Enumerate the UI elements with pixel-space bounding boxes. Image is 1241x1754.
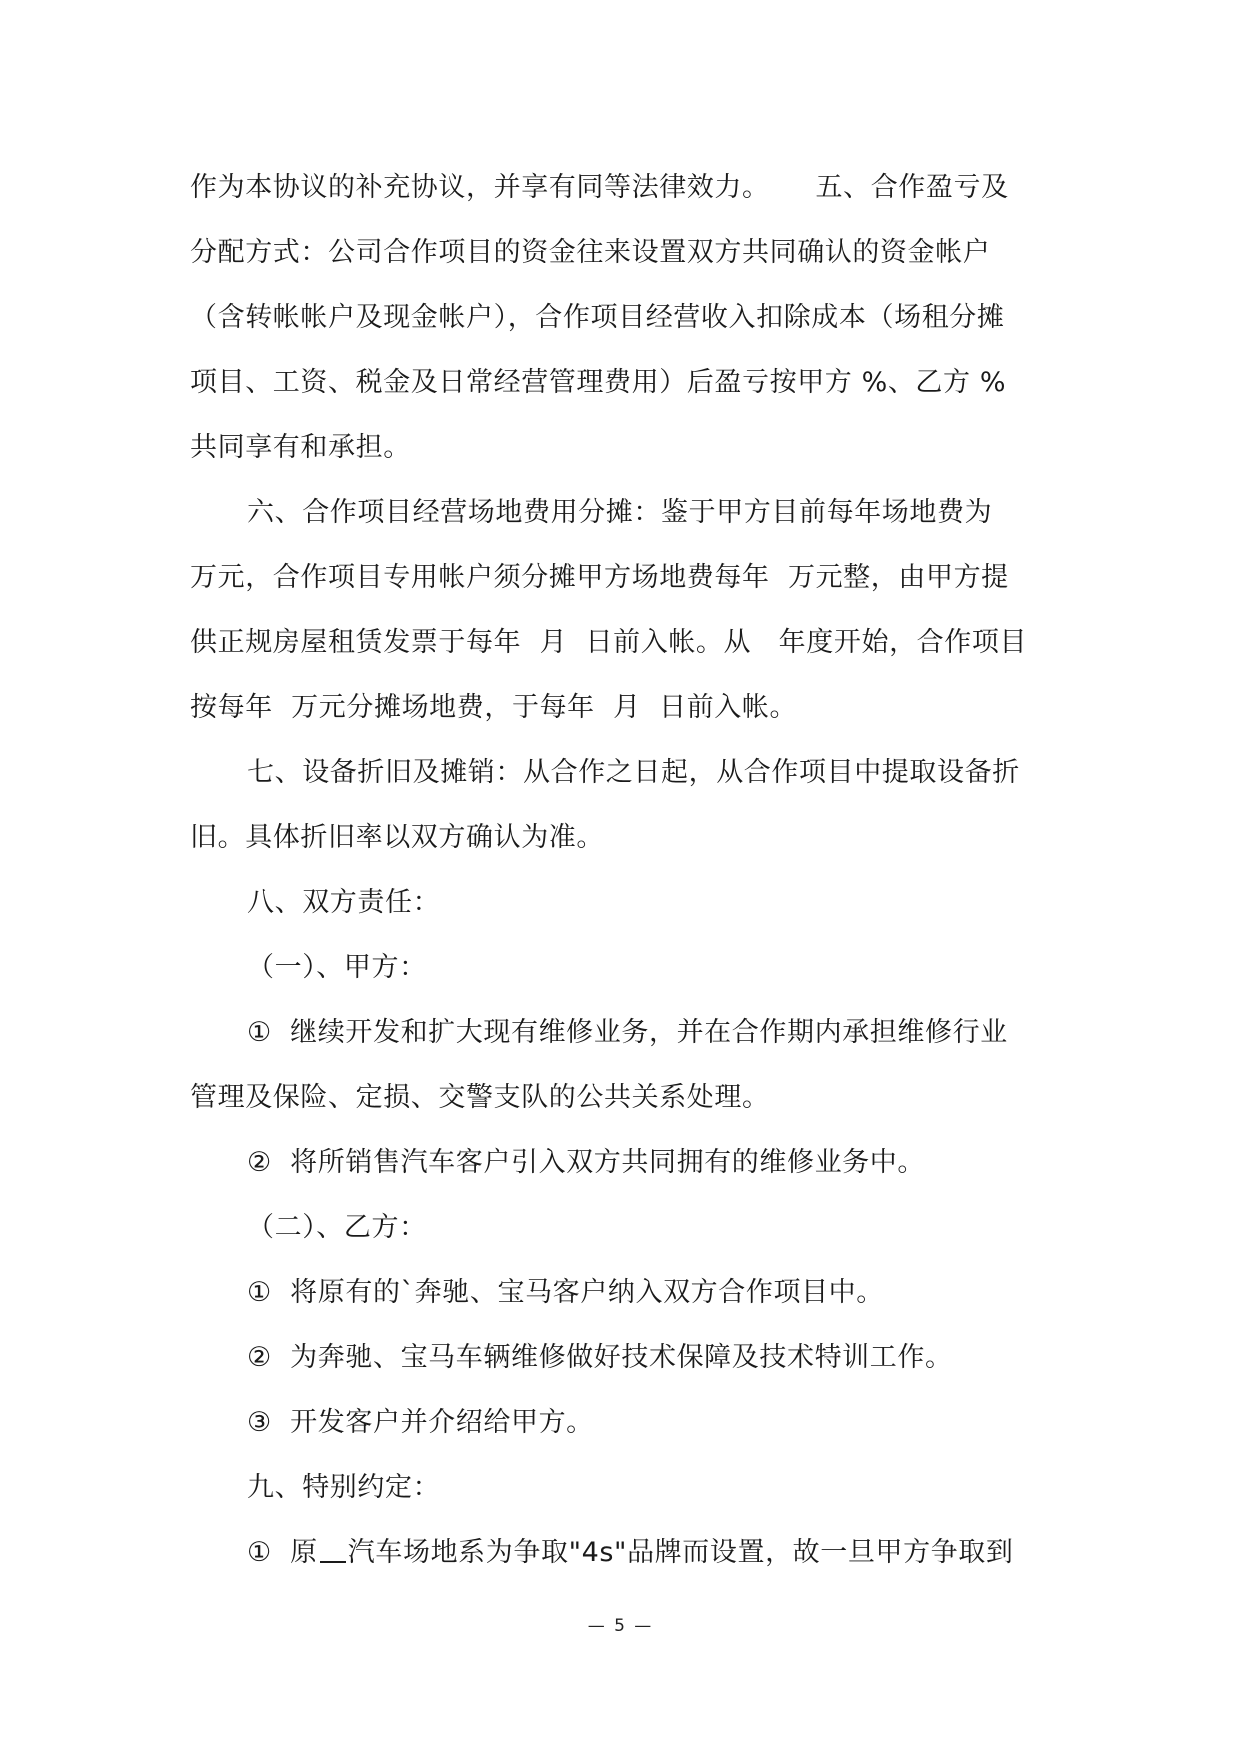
text-line — [190, 220, 1070, 285]
fill-in-blank — [320, 1541, 346, 1563]
list-item: ② 为奔驰、宝马车辆维修做好技术保障及技术特训工作。 — [247, 1342, 953, 1373]
line-text-suffix: 汽车场地系为争取"4s"品牌而设置，故一旦甲方争取到 — [347, 1537, 1014, 1568]
party-b-heading: （二）、乙方： — [247, 1212, 427, 1243]
text-line — [190, 350, 1070, 415]
party-a-heading: （一）、甲方： — [247, 952, 427, 983]
text-line: 万元，合作项目专用帐户须分摊甲方场地费每年 万元整，由甲方提 — [190, 562, 1009, 593]
list-item: ① 将原有的`奔驰、宝马客户纳入双方合作项目中。 — [247, 1277, 884, 1308]
line-text: 作为本协议的补充协议，并享有同等法律效力。 五、合作盈亏及 — [190, 172, 1009, 203]
text-line: 共同享有和承担。 — [190, 432, 411, 463]
section-six-heading: 六、合作项目经营场地费用分摊：鉴于甲方目前每年场地费为 — [247, 497, 993, 528]
line-text: 分配方式：公司合作项目的资金往来设置双方共同确认的资金帐户 — [190, 237, 991, 268]
list-item: ② 将所销售汽车客户引入双方共同拥有的维修业务中。 — [247, 1147, 925, 1178]
text-line — [190, 155, 1070, 220]
section-seven-heading: 七、设备折旧及摊销：从合作之日起，从合作项目中提取设备折 — [247, 757, 1020, 788]
line-text-prefix: ① 原 — [247, 1537, 318, 1568]
text-line: 旧。具体折旧率以双方确认为准。 — [190, 822, 604, 853]
text-line: 管理及保险、定损、交警支队的公共关系处理。 — [190, 1082, 770, 1113]
text-line: 供正规房屋租赁发票于每年 月 日前入帐。从 年度开始，合作项目 — [190, 627, 1028, 658]
section-eight-heading: 八、双方责任： — [247, 887, 441, 918]
page-number: — 5 — — [587, 1616, 654, 1636]
line-text: （含转帐帐户及现金帐户），合作项目经营收入扣除成本（场租分摊 — [190, 302, 1005, 333]
list-item: ① 继续开发和扩大现有维修业务，并在合作期内承担维修行业 — [247, 1017, 1008, 1048]
list-item — [190, 1520, 1070, 1585]
line-text: 项目、工资、税金及日常经营管理费用）后盈亏按甲方 %、乙方 % — [190, 367, 1007, 398]
text-line — [190, 285, 1070, 350]
section-nine-heading: 九、特别约定： — [247, 1472, 441, 1503]
text-line: 按每年 万元分摊场地费，于每年 月 日前入帐。 — [190, 692, 798, 723]
list-item: ③ 开发客户并介绍给甲方。 — [247, 1407, 594, 1438]
document-body — [190, 155, 1070, 1585]
